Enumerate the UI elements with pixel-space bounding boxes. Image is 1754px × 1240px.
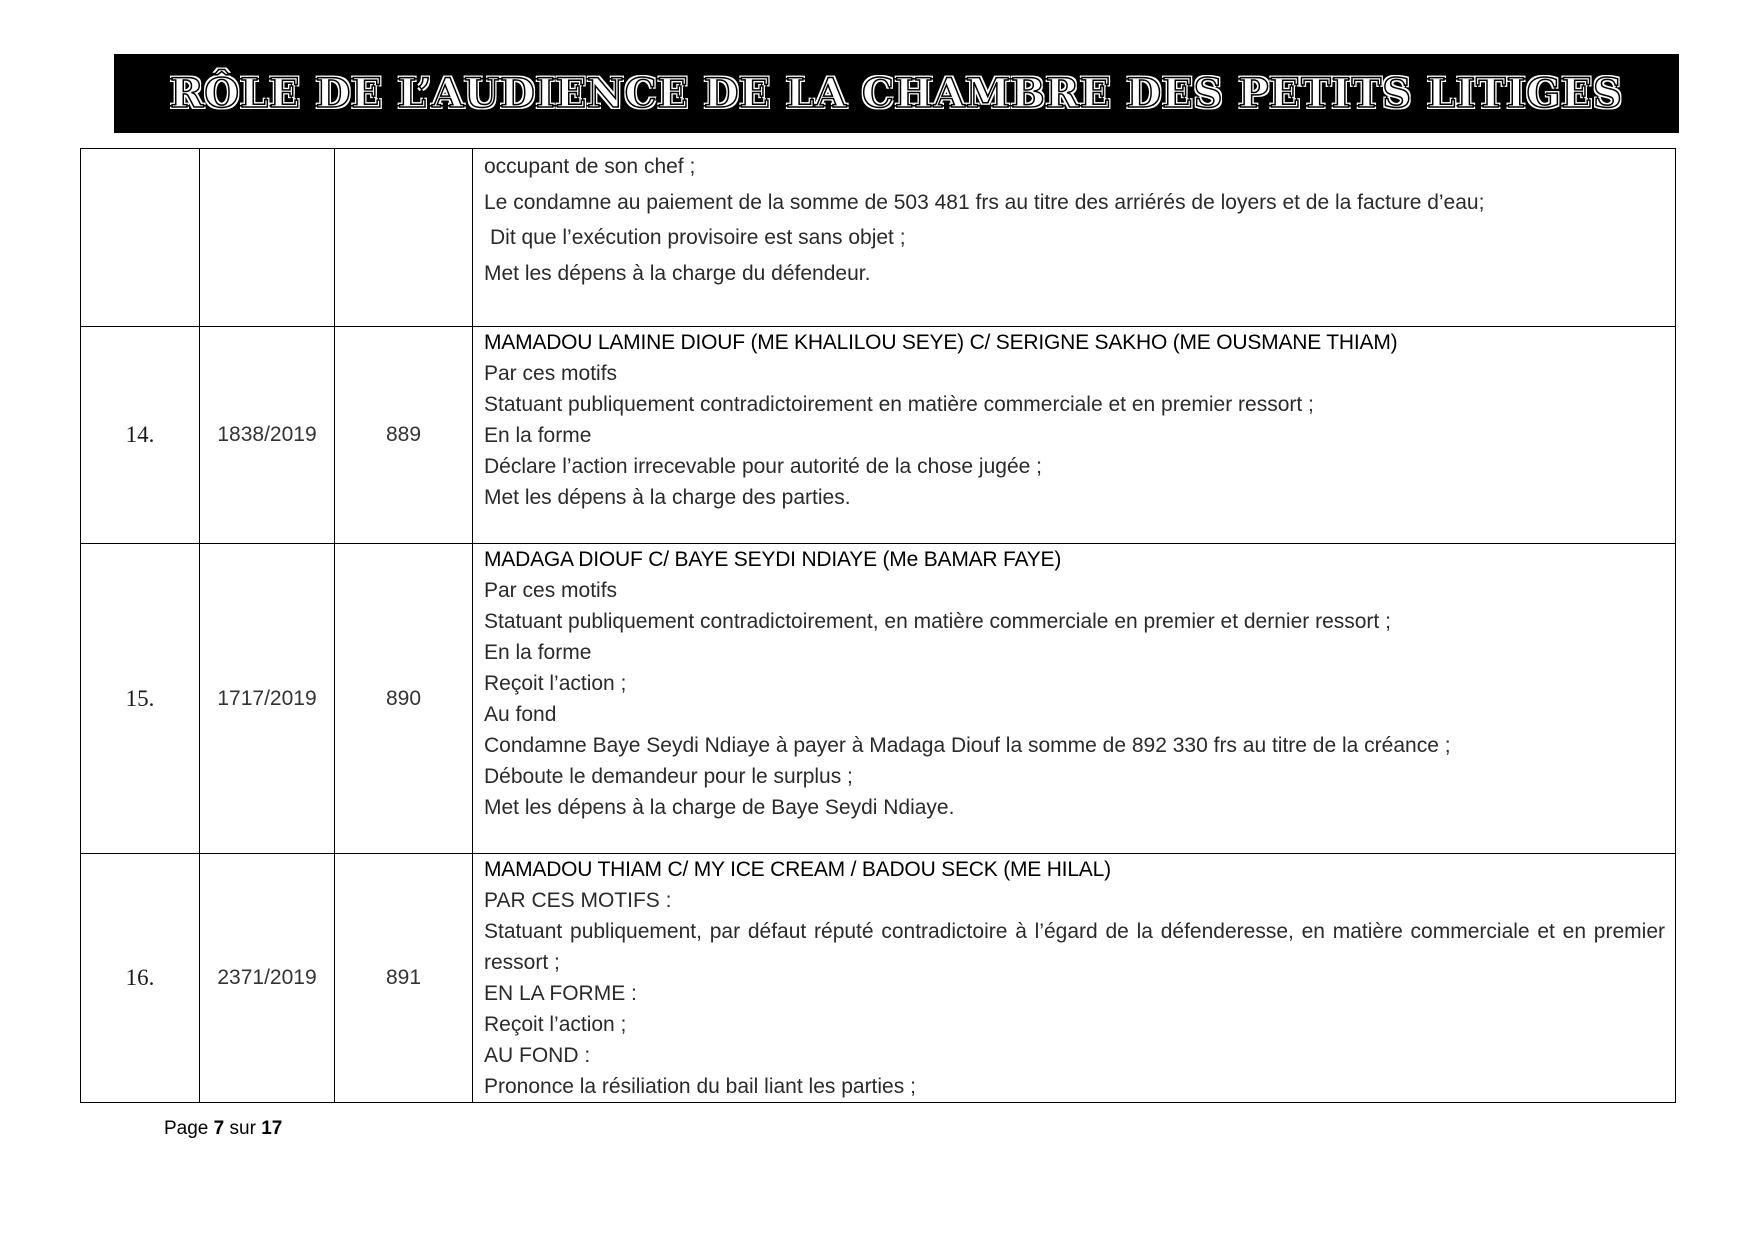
total-pages-number: 17	[261, 1118, 283, 1139]
current-page-number: 7	[213, 1118, 225, 1139]
decision-cell	[473, 544, 1676, 854]
page-title: RÔLE DE L’AUDIENCE DE LA CHAMBRE DES PETITS LITIGES	[170, 70, 1623, 117]
page-separator: sur	[229, 1118, 256, 1139]
decision-line: Dit que l’exécution provisoire est sans objet ;	[490, 226, 906, 249]
decision-line: PAR CES MOTIFS :	[484, 889, 672, 912]
parties-line: MADAGA DIOUF C/ BAYE SEYDI NDIAYE (Me BAMAR FAYE)	[484, 548, 1062, 571]
case-number-cell: 15.	[81, 544, 200, 854]
page-footer	[164, 1118, 282, 1140]
parties-line: MAMADOU LAMINE DIOUF (ME KHALILOU SEYE) C/ SERIGNE SAKHO (ME OUSMANE THIAM)	[484, 331, 1398, 354]
rg-number-cell: 2371/2019	[200, 854, 335, 1103]
decision-line: Statuant publiquement contradictoirement en matière commerciale et en premier ressort ;	[484, 393, 1314, 416]
decision-line: Condamne Baye Seydi Ndiaye à payer à Madaga Diouf la somme de 892 330 frs au titre de la créance ;	[484, 734, 1451, 757]
table-row	[81, 854, 1676, 1103]
decision-line: En la forme	[484, 424, 592, 447]
case-number-cell: 14.	[81, 327, 200, 544]
decision-line: Met les dépens à la charge du défendeur.	[484, 261, 871, 285]
decision-line: Par ces motifs	[484, 579, 618, 602]
decision-line: En la forme	[484, 641, 592, 664]
decision-line: Déboute le demandeur pour le surplus ;	[484, 765, 853, 788]
title-banner	[114, 54, 1679, 133]
repertoire-number-cell	[335, 149, 473, 327]
table-row	[81, 327, 1676, 544]
decision-line: Statuant publiquement, par défaut réputé contradictoire à l’égard de la défenderesse, en matière commerciale et en premier ressort ;	[484, 920, 1665, 974]
decision-line: Met les dépens à la charge de Baye Seydi Ndiaye.	[484, 796, 955, 819]
decision-line: Déclare l’action irrecevable pour autorité de la chose jugée ;	[484, 455, 1042, 478]
decision-line: occupant de son chef ;	[484, 155, 696, 178]
decision-line: Reçoit l’action ;	[484, 672, 627, 695]
repertoire-number-cell: 891	[335, 854, 473, 1103]
decision-cell	[473, 149, 1676, 327]
rg-number-cell: 1717/2019	[200, 544, 335, 854]
repertoire-number-cell: 889	[335, 327, 473, 544]
decision-line: Au fond	[484, 703, 557, 726]
repertoire-number-cell: 890	[335, 544, 473, 854]
hearing-roll-table	[80, 148, 1676, 1103]
table-row	[81, 544, 1676, 854]
page-label: Page	[164, 1118, 209, 1139]
decision-line: Reçoit l’action ;	[484, 1013, 627, 1036]
decision-line: Par ces motifs	[484, 362, 618, 385]
decision-line: Le condamne au paiement de la somme de 503 481 frs au titre des arriérés de loyers et de la facture d’eau;	[484, 190, 1485, 214]
case-number-cell: 16.	[81, 854, 200, 1103]
rg-number-cell	[200, 149, 335, 327]
parties-line: MAMADOU THIAM C/ MY ICE CREAM / BADOU SECK (ME HILAL)	[484, 858, 1111, 881]
decision-cell	[473, 854, 1676, 1103]
decision-line: EN LA FORME :	[484, 982, 637, 1005]
decision-line: AU FOND :	[484, 1044, 591, 1067]
decision-line: Prononce la résiliation du bail liant les parties ;	[484, 1075, 916, 1098]
decision-line: Statuant publiquement contradictoirement, en matière commerciale en premier et dernier ressort ;	[484, 610, 1391, 633]
case-number-cell	[81, 149, 200, 327]
rg-number-cell: 1838/2019	[200, 327, 335, 544]
decision-line: Met les dépens à la charge des parties.	[484, 486, 851, 509]
table-row	[81, 149, 1676, 327]
decision-cell	[473, 327, 1676, 544]
